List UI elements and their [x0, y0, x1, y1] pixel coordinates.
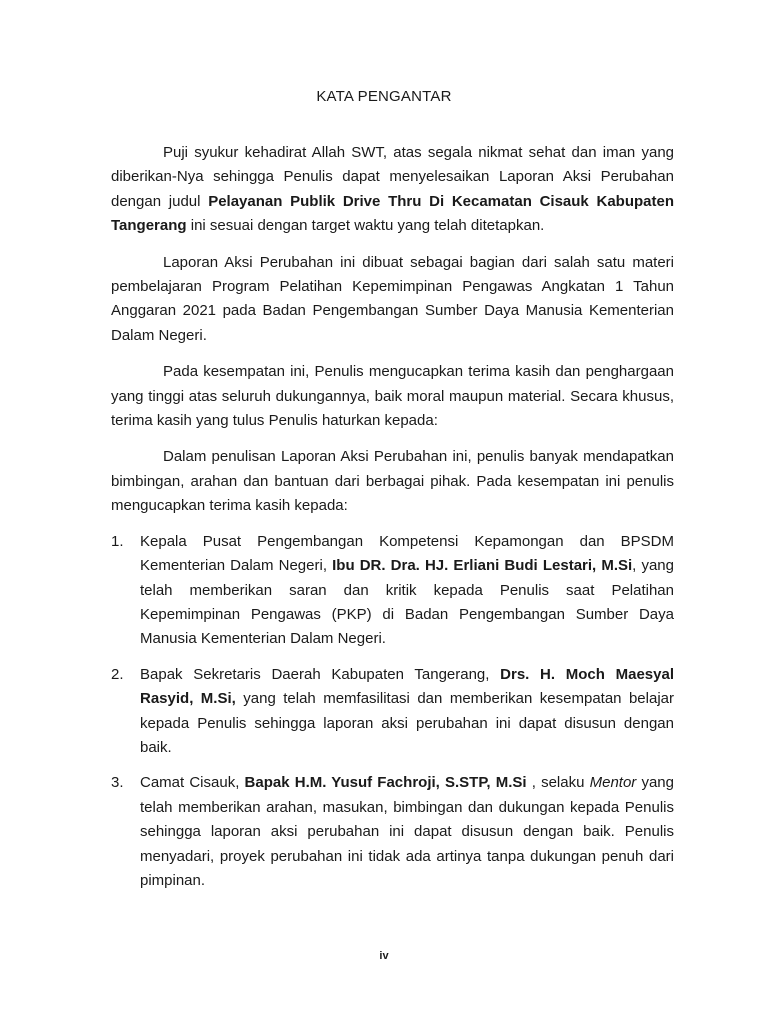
list-item-text-a: Bapak Sekretaris Daerah Kabupaten Tangerang,	[140, 665, 501, 683]
list-item	[111, 663, 674, 761]
list-item-name-bold: Drs. H. Moch Maesyal Rasyid, M.Si,	[140, 665, 674, 708]
list-item-text-b: yang telah memfasilitasi dan memberikan kesempatan belajar kepada Penulis sehingga laporan aksi perubahan ini dapat disusun dengan baik.	[140, 690, 674, 756]
document-body	[111, 141, 674, 904]
list-item	[111, 530, 674, 652]
list-item-name-bold: Ibu DR. Dra. HJ. Erliani Budi Lestari, M.Si	[332, 557, 633, 575]
report-title-bold: Pelayanan Publik Drive Thru Di Kecamatan Cisauk Kabupaten Tangerang	[111, 192, 674, 235]
list-item-italic: Mentor	[589, 774, 637, 792]
list-item-text-a: Kepala Pusat Pengembangan Kompetensi Kepamongan dan BPSDM Kementerian Dalam Negeri,	[140, 532, 674, 575]
page-title: KATA PENGANTAR	[316, 88, 452, 105]
list-item-number: 1.	[111, 532, 124, 550]
paragraph-gratitude: Pada kesempatan ini, Penulis mengucapkan terima kasih dan penghargaan yang tinggi atas seluruh dukungannya, baik moral maupun material. Secara khusus, terima kasih yang tulus Penulis haturkan kepada:	[111, 363, 674, 430]
list-item-text-b: , yang telah memberikan saran dan kritik kepada Penulis saat Pelatihan Kepemimpinan Pengawas (PKP) di Badan Pengembangan Sumber Daya Manusia Kementerian Dalam Negeri.	[140, 557, 674, 648]
list-item-number: 2.	[111, 665, 124, 683]
paragraph-intro-text-b: ini sesuai dengan target waktu yang telah ditetapkan.	[186, 217, 545, 235]
list-item-name-bold: Bapak H.M. Yusuf Fachroji, S.STP, M.Si	[244, 774, 527, 792]
list-item-text-b: , selaku	[526, 774, 590, 792]
acknowledgement-list	[111, 530, 674, 894]
paragraph-purpose: Laporan Aksi Perubahan ini dibuat sebagai bagian dari salah satu materi pembelajaran Program Pelatihan Kepemimpinan Pengawas Angkatan 1 Tahun Anggaran 2021 pada Badan Pengembangan Sumber Daya Manusia Kementerian Dalam Negeri.	[111, 253, 674, 344]
paragraph-intro	[111, 141, 674, 239]
list-item-text-c: yang telah memberikan arahan, masukan, bimbingan dan dukungan kepada Penulis sehingga laporan aksi perubahan ini dapat disusun dengan baik. Penulis menyadari, proyek perubahan ini tidak ada artinya tanpa dukungan penuh dari pimpinan.	[140, 774, 674, 889]
paragraph-acknowledgement: Dalam penulisan Laporan Aksi Perubahan ini, penulis banyak mendapatkan bimbingan, arahan dan bantuan dari berbagai pihak. Pada kesempatan ini penulis mengucapkan terima kasih kepada:	[111, 448, 674, 515]
page-number: iv	[379, 950, 389, 962]
paragraph-intro-text-a: Puji syukur kehadirat Allah SWT, atas segala nikmat sehat dan iman yang diberikan-Nya sehingga Penulis dapat menyelesaikan Laporan Aksi Perubahan dengan judul	[111, 144, 674, 210]
list-item	[111, 771, 674, 893]
list-item-number: 3.	[111, 774, 124, 792]
list-item-text-a: Camat Cisauk,	[140, 774, 245, 792]
